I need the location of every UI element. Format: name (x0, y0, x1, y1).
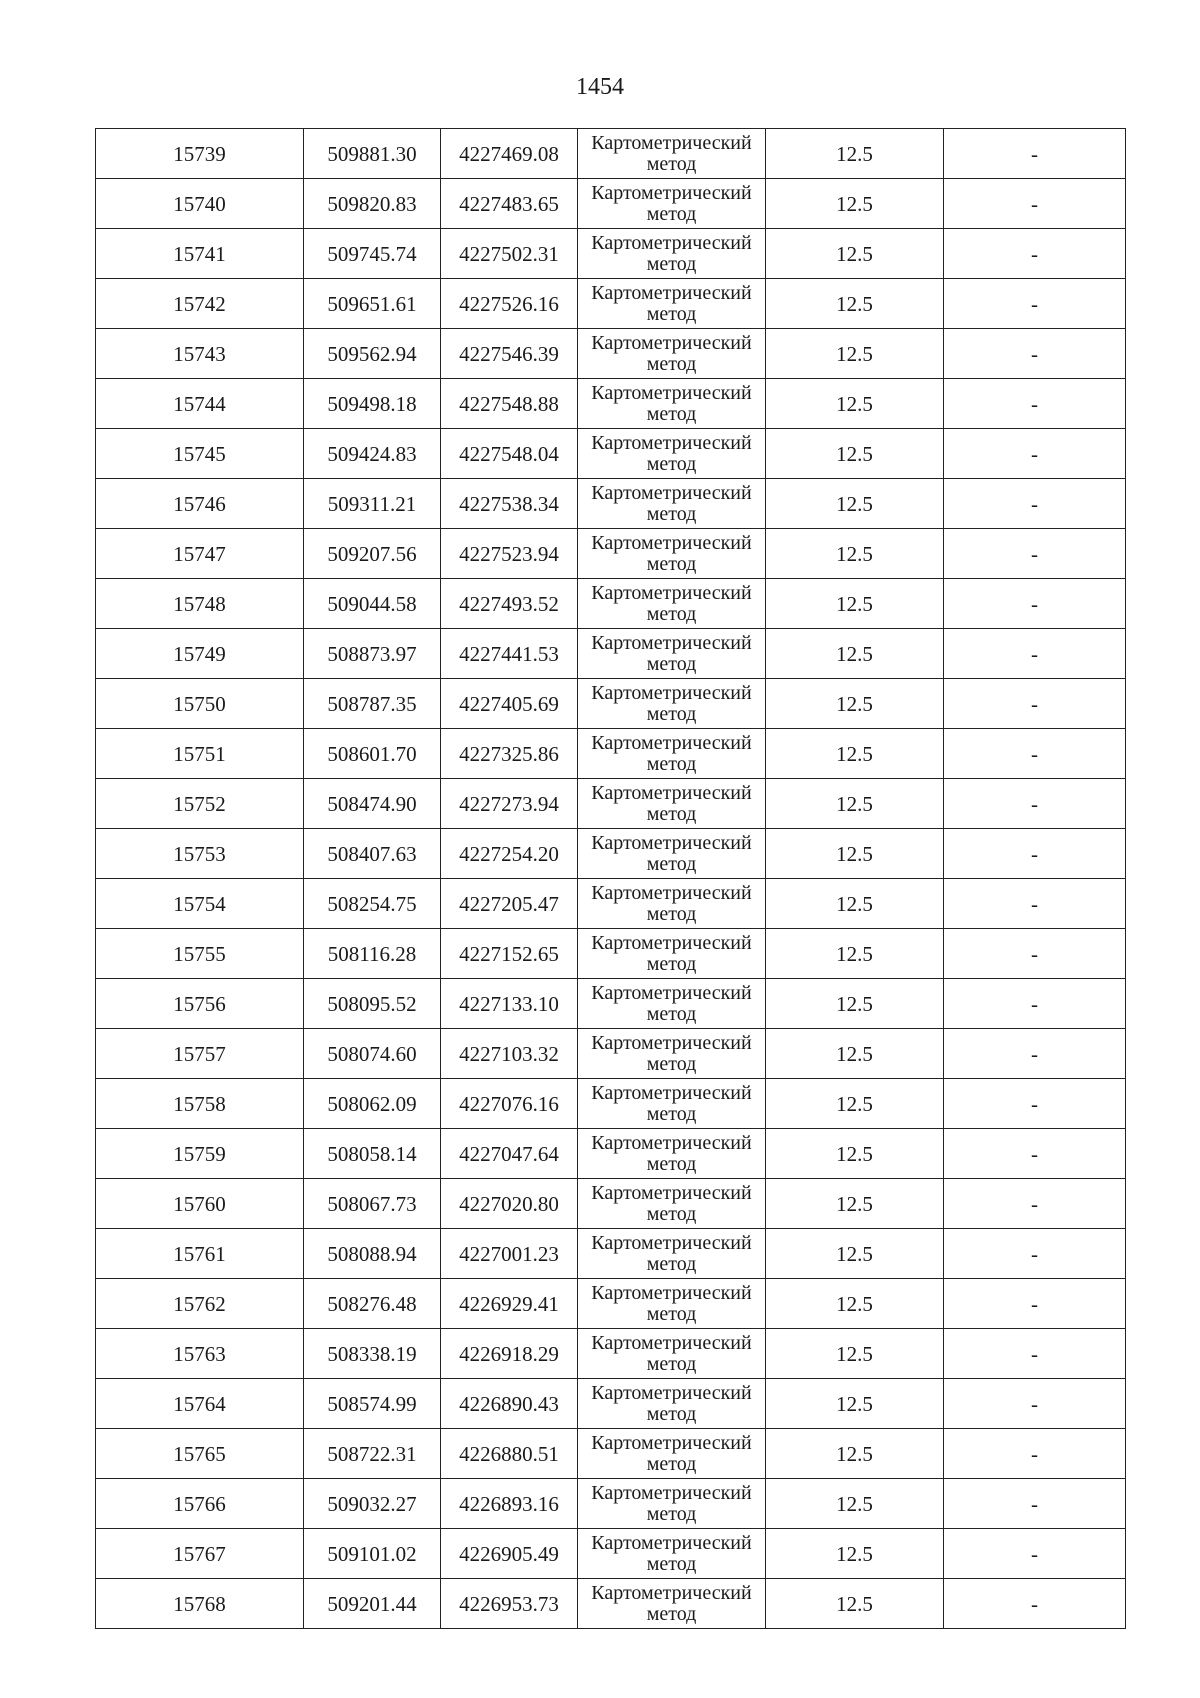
method-line-2: метод (646, 1402, 697, 1425)
method-cell (578, 829, 766, 879)
table-row (96, 329, 1126, 379)
point-number-cell: 15763 (96, 1329, 304, 1379)
method-line-2: метод (646, 302, 697, 325)
method-cell (578, 579, 766, 629)
table-row (96, 1479, 1126, 1529)
method-line-1: Картометрический (591, 1381, 752, 1404)
point-number-cell: 15748 (96, 579, 304, 629)
note-cell: - (944, 1129, 1126, 1179)
table-row (96, 579, 1126, 629)
accuracy-cell: 12.5 (766, 1079, 944, 1129)
point-number-cell: 15760 (96, 1179, 304, 1229)
method-cell (578, 129, 766, 179)
note-cell: - (944, 279, 1126, 329)
x-coordinate-cell: 509498.18 (304, 379, 441, 429)
method-line-2: метод (646, 652, 697, 675)
point-number-cell: 15758 (96, 1079, 304, 1129)
table-row (96, 429, 1126, 479)
method-line-1: Картометрический (591, 731, 752, 754)
method-cell (578, 529, 766, 579)
method-line-2: метод (646, 852, 697, 875)
y-coordinate-cell: 4227325.86 (441, 729, 578, 779)
y-coordinate-cell: 4227493.52 (441, 579, 578, 629)
y-coordinate-cell: 4227273.94 (441, 779, 578, 829)
y-coordinate-cell: 4227469.08 (441, 129, 578, 179)
y-coordinate-cell: 4227523.94 (441, 529, 578, 579)
y-coordinate-cell: 4227538.34 (441, 479, 578, 529)
method-cell (578, 379, 766, 429)
x-coordinate-cell: 509101.02 (304, 1529, 441, 1579)
y-coordinate-cell: 4227483.65 (441, 179, 578, 229)
y-coordinate-cell: 4227047.64 (441, 1129, 578, 1179)
x-coordinate-cell: 508407.63 (304, 829, 441, 879)
method-line-1: Картометрический (591, 431, 752, 454)
method-line-2: метод (646, 702, 697, 725)
method-line-1: Картометрический (591, 1531, 752, 1554)
method-line-2: метод (646, 252, 697, 275)
point-number-cell: 15767 (96, 1529, 304, 1579)
method-line-1: Картометрический (591, 831, 752, 854)
accuracy-cell: 12.5 (766, 829, 944, 879)
x-coordinate-cell: 508474.90 (304, 779, 441, 829)
x-coordinate-cell: 509745.74 (304, 229, 441, 279)
note-cell: - (944, 179, 1126, 229)
y-coordinate-cell: 4226893.16 (441, 1479, 578, 1529)
note-cell: - (944, 879, 1126, 929)
method-cell (578, 929, 766, 979)
method-line-1: Картометрический (591, 131, 752, 154)
note-cell: - (944, 779, 1126, 829)
point-number-cell: 15741 (96, 229, 304, 279)
note-cell: - (944, 1079, 1126, 1129)
method-cell (578, 779, 766, 829)
table-row (96, 479, 1126, 529)
note-cell: - (944, 1529, 1126, 1579)
y-coordinate-cell: 4227441.53 (441, 629, 578, 679)
note-cell: - (944, 379, 1126, 429)
method-cell (578, 1079, 766, 1129)
x-coordinate-cell: 508338.19 (304, 1329, 441, 1379)
method-line-2: метод (646, 602, 697, 625)
y-coordinate-cell: 4226905.49 (441, 1529, 578, 1579)
method-line-1: Картометрический (591, 1581, 752, 1604)
y-coordinate-cell: 4226890.43 (441, 1379, 578, 1429)
method-line-1: Картометрический (591, 1431, 752, 1454)
x-coordinate-cell: 509032.27 (304, 1479, 441, 1529)
accuracy-cell: 12.5 (766, 1279, 944, 1329)
accuracy-cell: 12.5 (766, 279, 944, 329)
method-cell (578, 629, 766, 679)
method-line-1: Картометрический (591, 1281, 752, 1304)
accuracy-cell: 12.5 (766, 629, 944, 679)
method-line-1: Картометрический (591, 181, 752, 204)
y-coordinate-cell: 4227526.16 (441, 279, 578, 329)
method-cell (578, 1029, 766, 1079)
method-cell (578, 1279, 766, 1329)
coordinates-table (95, 128, 1126, 1629)
point-number-cell: 15751 (96, 729, 304, 779)
point-number-cell: 15739 (96, 129, 304, 179)
accuracy-cell: 12.5 (766, 1129, 944, 1179)
table-row (96, 729, 1126, 779)
accuracy-cell: 12.5 (766, 579, 944, 629)
note-cell: - (944, 479, 1126, 529)
note-cell: - (944, 629, 1126, 679)
method-cell (578, 1179, 766, 1229)
table-row (96, 979, 1126, 1029)
x-coordinate-cell: 508601.70 (304, 729, 441, 779)
point-number-cell: 15740 (96, 179, 304, 229)
note-cell: - (944, 1279, 1126, 1329)
x-coordinate-cell: 508088.94 (304, 1229, 441, 1279)
y-coordinate-cell: 4227152.65 (441, 929, 578, 979)
point-number-cell: 15756 (96, 979, 304, 1029)
table-row (96, 229, 1126, 279)
point-number-cell: 15762 (96, 1279, 304, 1329)
note-cell: - (944, 729, 1126, 779)
point-number-cell: 15759 (96, 1129, 304, 1179)
table-row (96, 379, 1126, 429)
method-line-1: Картометрический (591, 631, 752, 654)
x-coordinate-cell: 508574.99 (304, 1379, 441, 1429)
accuracy-cell: 12.5 (766, 1379, 944, 1429)
note-cell: - (944, 129, 1126, 179)
y-coordinate-cell: 4227405.69 (441, 679, 578, 729)
accuracy-cell: 12.5 (766, 379, 944, 429)
method-line-1: Картометрический (591, 1231, 752, 1254)
method-cell (578, 1479, 766, 1529)
method-cell (578, 429, 766, 479)
method-cell (578, 179, 766, 229)
point-number-cell: 15750 (96, 679, 304, 729)
accuracy-cell: 12.5 (766, 879, 944, 929)
y-coordinate-cell: 4227502.31 (441, 229, 578, 279)
method-line-1: Картометрический (591, 581, 752, 604)
method-cell (578, 1379, 766, 1429)
accuracy-cell: 12.5 (766, 1029, 944, 1079)
method-line-1: Картометрический (591, 681, 752, 704)
table-row (96, 1279, 1126, 1329)
table-row (96, 279, 1126, 329)
method-cell (578, 979, 766, 1029)
point-number-cell: 15761 (96, 1229, 304, 1279)
table-row (96, 779, 1126, 829)
method-line-1: Картометрический (591, 1031, 752, 1054)
y-coordinate-cell: 4227548.88 (441, 379, 578, 429)
method-cell (578, 329, 766, 379)
point-number-cell: 15744 (96, 379, 304, 429)
x-coordinate-cell: 509424.83 (304, 429, 441, 479)
method-line-2: метод (646, 202, 697, 225)
method-cell (578, 1329, 766, 1379)
method-line-2: метод (646, 352, 697, 375)
x-coordinate-cell: 508074.60 (304, 1029, 441, 1079)
accuracy-cell: 12.5 (766, 979, 944, 1029)
method-line-2: метод (646, 1202, 697, 1225)
method-line-1: Картометрический (591, 1331, 752, 1354)
x-coordinate-cell: 508276.48 (304, 1279, 441, 1329)
note-cell: - (944, 1479, 1126, 1529)
method-line-2: метод (646, 502, 697, 525)
accuracy-cell: 12.5 (766, 329, 944, 379)
method-line-1: Картометрический (591, 781, 752, 804)
method-line-1: Картометрический (591, 1081, 752, 1104)
point-number-cell: 15747 (96, 529, 304, 579)
method-line-1: Картометрический (591, 531, 752, 554)
table-row (96, 1079, 1126, 1129)
note-cell: - (944, 1229, 1126, 1279)
y-coordinate-cell: 4227103.32 (441, 1029, 578, 1079)
point-number-cell: 15768 (96, 1579, 304, 1629)
page-number: 1454 (576, 74, 624, 100)
method-line-2: метод (646, 1552, 697, 1575)
coordinates-table-body (96, 129, 1126, 1629)
x-coordinate-cell: 508067.73 (304, 1179, 441, 1229)
table-row (96, 179, 1126, 229)
point-number-cell: 15764 (96, 1379, 304, 1429)
point-number-cell: 15755 (96, 929, 304, 979)
note-cell: - (944, 529, 1126, 579)
method-line-1: Картометрический (591, 1181, 752, 1204)
y-coordinate-cell: 4227548.04 (441, 429, 578, 479)
x-coordinate-cell: 508722.31 (304, 1429, 441, 1479)
method-line-2: метод (646, 1252, 697, 1275)
method-cell (578, 1129, 766, 1179)
x-coordinate-cell: 508873.97 (304, 629, 441, 679)
accuracy-cell: 12.5 (766, 1579, 944, 1629)
method-line-1: Картометрический (591, 881, 752, 904)
method-line-1: Картометрический (591, 481, 752, 504)
y-coordinate-cell: 4227546.39 (441, 329, 578, 379)
x-coordinate-cell: 509820.83 (304, 179, 441, 229)
accuracy-cell: 12.5 (766, 429, 944, 479)
method-line-2: метод (646, 1102, 697, 1125)
x-coordinate-cell: 509044.58 (304, 579, 441, 629)
method-cell (578, 1529, 766, 1579)
table-row (96, 129, 1126, 179)
method-line-2: метод (646, 752, 697, 775)
note-cell: - (944, 579, 1126, 629)
method-line-2: метод (646, 1602, 697, 1625)
accuracy-cell: 12.5 (766, 1479, 944, 1529)
y-coordinate-cell: 4226929.41 (441, 1279, 578, 1329)
accuracy-cell: 12.5 (766, 1529, 944, 1579)
accuracy-cell: 12.5 (766, 679, 944, 729)
note-cell: - (944, 979, 1126, 1029)
table-row (96, 1129, 1126, 1179)
x-coordinate-cell: 508254.75 (304, 879, 441, 929)
point-number-cell: 15742 (96, 279, 304, 329)
point-number-cell: 15754 (96, 879, 304, 929)
note-cell: - (944, 829, 1126, 879)
point-number-cell: 15746 (96, 479, 304, 529)
accuracy-cell: 12.5 (766, 729, 944, 779)
accuracy-cell: 12.5 (766, 779, 944, 829)
x-coordinate-cell: 509207.56 (304, 529, 441, 579)
table-row (96, 929, 1126, 979)
table-row (96, 1229, 1126, 1279)
note-cell: - (944, 1579, 1126, 1629)
table-row (96, 529, 1126, 579)
table-row (96, 879, 1126, 929)
x-coordinate-cell: 508116.28 (304, 929, 441, 979)
table-row (96, 1429, 1126, 1479)
point-number-cell: 15745 (96, 429, 304, 479)
point-number-cell: 15749 (96, 629, 304, 679)
table-row (96, 829, 1126, 879)
note-cell: - (944, 1429, 1126, 1479)
method-line-2: метод (646, 1352, 697, 1375)
table-row (96, 1179, 1126, 1229)
method-line-2: метод (646, 1152, 697, 1175)
y-coordinate-cell: 4226880.51 (441, 1429, 578, 1479)
accuracy-cell: 12.5 (766, 179, 944, 229)
y-coordinate-cell: 4227133.10 (441, 979, 578, 1029)
x-coordinate-cell: 508062.09 (304, 1079, 441, 1129)
note-cell: - (944, 929, 1126, 979)
method-cell (578, 879, 766, 929)
accuracy-cell: 12.5 (766, 479, 944, 529)
x-coordinate-cell: 508095.52 (304, 979, 441, 1029)
method-line-2: метод (646, 1052, 697, 1075)
note-cell: - (944, 1379, 1126, 1429)
method-cell (578, 1579, 766, 1629)
method-line-2: метод (646, 1502, 697, 1525)
accuracy-cell: 12.5 (766, 1179, 944, 1229)
method-cell (578, 729, 766, 779)
table-row (96, 1029, 1126, 1079)
y-coordinate-cell: 4226953.73 (441, 1579, 578, 1629)
point-number-cell: 15753 (96, 829, 304, 879)
method-line-1: Картометрический (591, 331, 752, 354)
method-line-2: метод (646, 402, 697, 425)
y-coordinate-cell: 4227205.47 (441, 879, 578, 929)
x-coordinate-cell: 509311.21 (304, 479, 441, 529)
y-coordinate-cell: 4227254.20 (441, 829, 578, 879)
accuracy-cell: 12.5 (766, 129, 944, 179)
y-coordinate-cell: 4227020.80 (441, 1179, 578, 1229)
method-line-2: метод (646, 152, 697, 175)
method-cell (578, 279, 766, 329)
method-line-2: метод (646, 902, 697, 925)
accuracy-cell: 12.5 (766, 1429, 944, 1479)
method-line-1: Картометрический (591, 1131, 752, 1154)
accuracy-cell: 12.5 (766, 229, 944, 279)
point-number-cell: 15743 (96, 329, 304, 379)
accuracy-cell: 12.5 (766, 1229, 944, 1279)
x-coordinate-cell: 509651.61 (304, 279, 441, 329)
table-row (96, 1579, 1126, 1629)
x-coordinate-cell: 509881.30 (304, 129, 441, 179)
method-cell (578, 479, 766, 529)
accuracy-cell: 12.5 (766, 1329, 944, 1379)
note-cell: - (944, 429, 1126, 479)
y-coordinate-cell: 4227001.23 (441, 1229, 578, 1279)
x-coordinate-cell: 508787.35 (304, 679, 441, 729)
method-line-1: Картометрический (591, 231, 752, 254)
method-line-2: метод (646, 1002, 697, 1025)
method-line-1: Картометрический (591, 931, 752, 954)
method-line-1: Картометрический (591, 1481, 752, 1504)
point-number-cell: 15752 (96, 779, 304, 829)
method-line-2: метод (646, 552, 697, 575)
point-number-cell: 15757 (96, 1029, 304, 1079)
accuracy-cell: 12.5 (766, 929, 944, 979)
table-row (96, 1329, 1126, 1379)
table-row (96, 1529, 1126, 1579)
table-row (96, 629, 1126, 679)
x-coordinate-cell: 509201.44 (304, 1579, 441, 1629)
method-line-1: Картометрический (591, 281, 752, 304)
method-line-1: Картометрический (591, 381, 752, 404)
method-cell (578, 1429, 766, 1479)
method-line-2: метод (646, 1302, 697, 1325)
note-cell: - (944, 679, 1126, 729)
point-number-cell: 15766 (96, 1479, 304, 1529)
y-coordinate-cell: 4227076.16 (441, 1079, 578, 1129)
table-row (96, 679, 1126, 729)
y-coordinate-cell: 4226918.29 (441, 1329, 578, 1379)
accuracy-cell: 12.5 (766, 529, 944, 579)
x-coordinate-cell: 508058.14 (304, 1129, 441, 1179)
note-cell: - (944, 329, 1126, 379)
method-line-2: метод (646, 1452, 697, 1475)
x-coordinate-cell: 509562.94 (304, 329, 441, 379)
method-line-2: метод (646, 802, 697, 825)
point-number-cell: 15765 (96, 1429, 304, 1479)
note-cell: - (944, 1329, 1126, 1379)
method-line-2: метод (646, 452, 697, 475)
method-cell (578, 1229, 766, 1279)
note-cell: - (944, 1029, 1126, 1079)
method-line-1: Картометрический (591, 981, 752, 1004)
note-cell: - (944, 229, 1126, 279)
method-cell (578, 229, 766, 279)
note-cell: - (944, 1179, 1126, 1229)
table-row (96, 1379, 1126, 1429)
method-line-2: метод (646, 952, 697, 975)
method-cell (578, 679, 766, 729)
